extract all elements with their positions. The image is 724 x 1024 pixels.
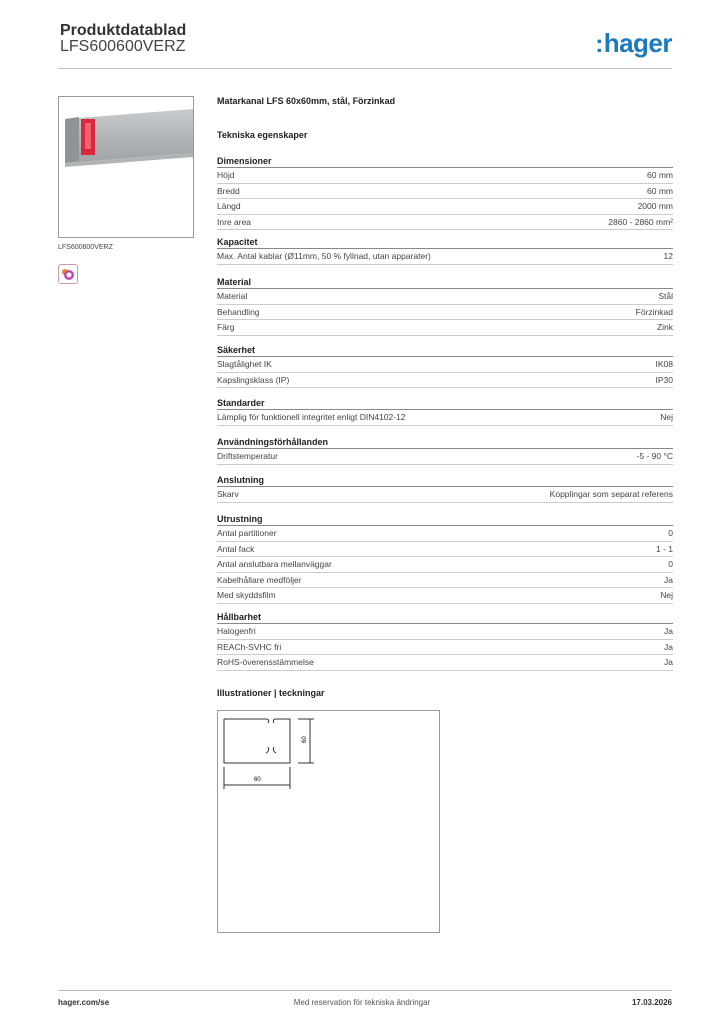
spec-section-title: Utrustning [217,513,673,526]
spec-row [217,357,673,373]
spec-label: Med skyddsfilm [217,590,276,600]
spec-section [217,344,673,388]
spec-value: 0 [668,528,673,538]
spec-section-title: Säkerhet [217,344,673,357]
illustrations-heading: Illustrationer | teckningar [217,688,325,698]
spec-row [217,624,673,640]
spec-row [217,573,673,589]
spec-row [217,449,673,465]
spec-value: 1 - 1 [655,543,673,554]
spec-label: Bredd [217,185,240,196]
spec-value: -5 - 90 °C [636,451,673,461]
spec-label: REACh-SVHC fri [217,641,282,652]
product-code: LFS600600VERZ [60,38,186,55]
spec-label: Antal fack [217,543,255,554]
spec-value: Ja [664,657,673,667]
footer-divider [58,990,672,991]
spec-row [217,249,673,265]
spec-value: Ja [664,574,673,585]
spec-label: Skarv [217,489,239,499]
photo-caption: LFS600600VERZ [58,244,113,251]
spec-value: IP30 [655,374,673,385]
spec-label: Färg [217,322,235,332]
spec-label: Max. Antal kablar (Ø11mm, 50 % fyllnad, utan apparater) [217,251,431,261]
spec-value: Kopplingar som separat referens [549,489,673,499]
spec-section [217,236,673,265]
spec-row [217,289,673,305]
spec-label: Kapslingsklass (IP) [217,374,290,385]
spec-label: Slagtålighet IK [217,359,272,369]
product-photo [58,96,194,238]
spec-row [217,215,673,231]
spec-row [217,320,673,336]
spec-section-title: Dimensioner [217,155,673,168]
spec-row [217,487,673,503]
spec-label: Antal anslutbara mellanväggar [217,559,332,569]
spec-row [217,557,673,573]
spec-label: Halogenfri [217,626,256,636]
spec-section-title: Användningsförhållanden [217,436,673,449]
spec-row [217,373,673,389]
spec-value: Ja [664,641,673,652]
spec-label: Inre area [217,216,252,227]
spec-row [217,655,673,671]
document-title: Produktdatablad [60,22,187,39]
technical-drawing [217,710,440,933]
spec-section [217,276,673,336]
spec-label: Lämplig för funktionell integritet enligt DIN4102-12 [217,412,406,422]
product-info [217,96,673,140]
spec-section [217,436,673,465]
spec-section [217,513,673,604]
spec-label: RoHS-överensstämmelse [217,657,314,667]
product-symbol-icon [58,264,78,284]
spec-row [217,184,673,200]
spec-value: Stål [658,291,673,301]
spec-section-title: Material [217,276,673,289]
spec-section [217,397,673,426]
spec-section-title: Hållbarhet [217,611,673,624]
spec-section-title: Kapacitet [217,236,673,249]
spec-label: Material [217,291,248,301]
spec-row [217,526,673,542]
spec-value: Nej [660,590,673,600]
spec-value: 60 mm [647,185,673,196]
spec-row [217,640,673,656]
spec-label: Kabelhållare medföljer [217,574,302,585]
spec-value: 60 mm [647,170,673,180]
header-divider [58,68,672,69]
spec-row [217,542,673,558]
spec-label: Antal partitioner [217,528,277,538]
spec-value: IK08 [655,359,673,369]
spec-row [217,410,673,426]
spec-label: Driftstemperatur [217,451,278,461]
spec-section-title: Anslutning [217,474,673,487]
spec-value: Förzinkad [635,306,673,317]
spec-label: Längd [217,201,241,211]
spec-value: 2000 mm [637,201,673,211]
spec-label: Höjd [217,170,235,180]
spec-row [217,199,673,215]
spec-value: 12 [663,251,673,261]
spec-value: 2860 - 2860 mm² [608,216,673,227]
spec-value: Ja [664,626,673,636]
height-dimension-label: 60 [302,736,308,743]
spec-section [217,155,673,230]
product-name: Matarkanal LFS 60x60mm, stål, Förzinkad [217,96,396,106]
spec-row [217,588,673,604]
footer-date: 17.03.2026 [631,998,672,1007]
spec-value: 0 [668,559,673,569]
spec-label: Behandling [217,306,260,317]
spec-value: Zink [656,322,673,332]
spec-section [217,611,673,671]
spec-row [217,168,673,184]
spec-row [217,305,673,321]
footer-disclaimer: Med reservation för tekniska ändringar [293,998,431,1007]
spec-section-title: Standarder [217,397,673,410]
hager-logo: :hager [595,28,672,58]
tech-properties-heading: Tekniska egenskaper [217,130,308,140]
width-dimension-label: 60 [254,777,261,783]
spec-section [217,474,673,503]
footer-website[interactable]: hager.com/se [58,998,110,1007]
spec-value: Nej [660,412,673,422]
